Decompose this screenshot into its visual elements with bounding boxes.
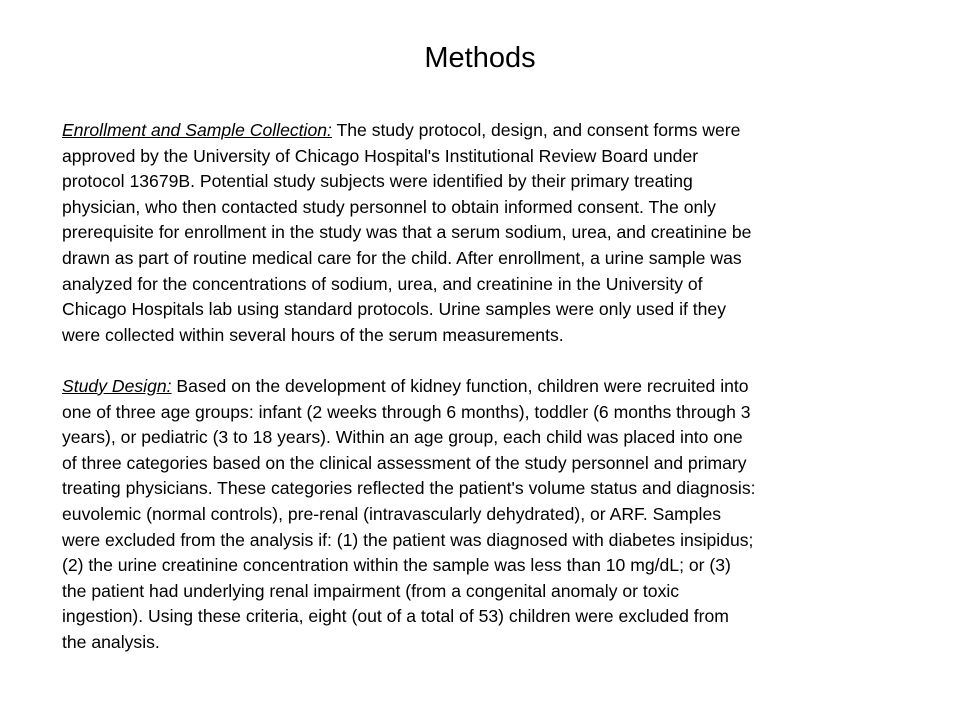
- paragraph-line: ingestion). Using these criteria, eight (out of a total of 53) children were excluded from: [62, 606, 729, 627]
- paragraph-line: one of three age groups: infant (2 weeks through 6 months), toddler (6 months through 3: [62, 401, 751, 422]
- enrollment-paragraph: [62, 118, 922, 348]
- paragraph-line: euvolemic (normal controls), pre-renal (intravascularly dehydrated), or ARF. Samples: [62, 503, 722, 524]
- study-design-paragraph: [62, 374, 922, 656]
- paragraph-line: prerequisite for enrollment in the study was that a serum sodium, urea, and creatinine be: [62, 222, 752, 243]
- paragraph-line: of three categories based on the clinical assessment of the study personnel and primary: [62, 452, 747, 473]
- study-design-heading: Study Design:: [62, 375, 172, 396]
- paragraph-line: [62, 118, 922, 144]
- paragraph-line: drawn as part of routine medical care for the child. After enrollment, a urine sample was: [62, 247, 742, 268]
- enrollment-heading: Enrollment and Sample Collection:: [62, 120, 332, 140]
- paragraph-line: physician, who then contacted study personnel to obtain informed consent. The only: [62, 196, 716, 217]
- paragraph-text: Based on the development of kidney function, children were recruited into: [171, 375, 749, 396]
- paragraph-line: protocol 13679B. Potential study subjects were identified by their primary treating: [62, 171, 693, 192]
- paragraph-line: analyzed for the concentrations of sodium, urea, and creatinine in the University of: [62, 273, 703, 294]
- paragraph-line: treating physicians. These categories reflected the patient's volume status and diagnosis:: [62, 478, 756, 499]
- paragraph-line: Chicago Hospitals lab using standard protocols. Urine samples were only used if they: [62, 299, 727, 320]
- paragraph-line: were excluded from the analysis if: (1) the patient was diagnosed with diabetes insipidus;: [62, 529, 754, 550]
- slide-body: [62, 118, 922, 655]
- paragraph-line: were collected within several hours of the serum measurements.: [62, 324, 564, 345]
- paragraph-line: approved by the University of Chicago Hospital's Institutional Review Board under: [62, 145, 699, 166]
- paragraph-text: The study protocol, design, and consent forms were: [331, 120, 741, 140]
- paragraph-line: the patient had underlying renal impairment (from a congenital anomaly or toxic: [62, 580, 680, 601]
- slide-title: Methods: [424, 42, 536, 74]
- paragraph-line: [62, 374, 922, 400]
- paragraph-line: years), or pediatric (3 to 18 years). Within an age group, each child was placed into one: [62, 427, 743, 448]
- paragraph-line: (2) the urine creatinine concentration within the sample was less than 10 mg/dL; or (3): [62, 555, 731, 576]
- paragraph-line: the analysis.: [62, 631, 160, 652]
